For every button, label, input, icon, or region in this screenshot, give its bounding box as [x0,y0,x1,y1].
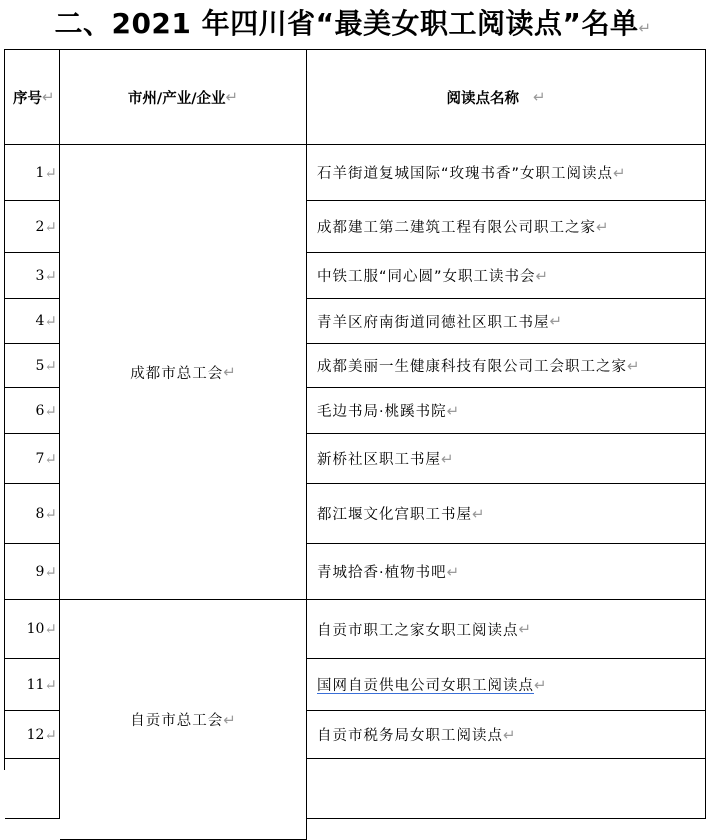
row-number: 7 ↵ [5,434,60,484]
row-number: 11 ↵ [5,659,60,711]
title-text: 二、2021 年四川省“最美女职工阅读点”名单 [54,7,639,40]
row-name: 自贡市职工之家女职工阅读点 ↵ [307,600,706,659]
row-number: 6 ↵ [5,388,60,434]
row-name: 新桥社区职工书屋 ↵ [307,434,706,484]
row-number: 2 ↵ [5,201,60,253]
reading-points-table [4,49,706,770]
header-number: 序号 ↵ [5,50,60,145]
row-name: 都江堰文化宫职工书屋 ↵ [307,484,706,544]
header-organization: 市州/产业/企业 ↵ [60,50,307,145]
header-reading-point-name: 阅读点名称 ↵ [307,50,706,145]
page-title [0,4,706,48]
row-number: 3 ↵ [5,253,60,299]
row-name: 自贡市税务局女职工阅读点 ↵ [307,711,706,759]
row-number: 9 ↵ [5,544,60,600]
org-cell-zigong: 自贡市总工会 ↵ [60,600,307,840]
row-name: 石羊街道复城国际“玫瑰书香”女职工阅读点 ↵ [307,145,706,201]
row-name: 青羊区府南街道同德社区职工书屋 ↵ [307,299,706,344]
row-name: 成都建工第二建筑工程有限公司职工之家 ↵ [307,201,706,253]
row-number: 4 ↵ [5,299,60,344]
row-number: 5 ↵ [5,344,60,388]
row-number: 10 ↵ [5,600,60,659]
row-name-cutoff [307,759,706,819]
row-name: 成都美丽一生健康科技有限公司工会职工之家 ↵ [307,344,706,388]
row-number: 1 ↵ [5,145,60,201]
row-name: 青城拾香·植物书吧 ↵ [307,544,706,600]
org-cell-chengdu: 成都市总工会 ↵ [60,145,307,600]
row-number: 12 ↵ [5,711,60,759]
row-name: 国网自贡供电公司女职工阅读点 ↵ [307,659,706,711]
row-number: 8 ↵ [5,484,60,544]
row-number-cutoff [5,759,60,819]
row-name: 中铁工服“同心圆”女职工读书会 ↵ [307,253,706,299]
row-name: 毛边书局·桃蹊书院 ↵ [307,388,706,434]
paragraph-mark-icon: ↵ [638,19,652,37]
